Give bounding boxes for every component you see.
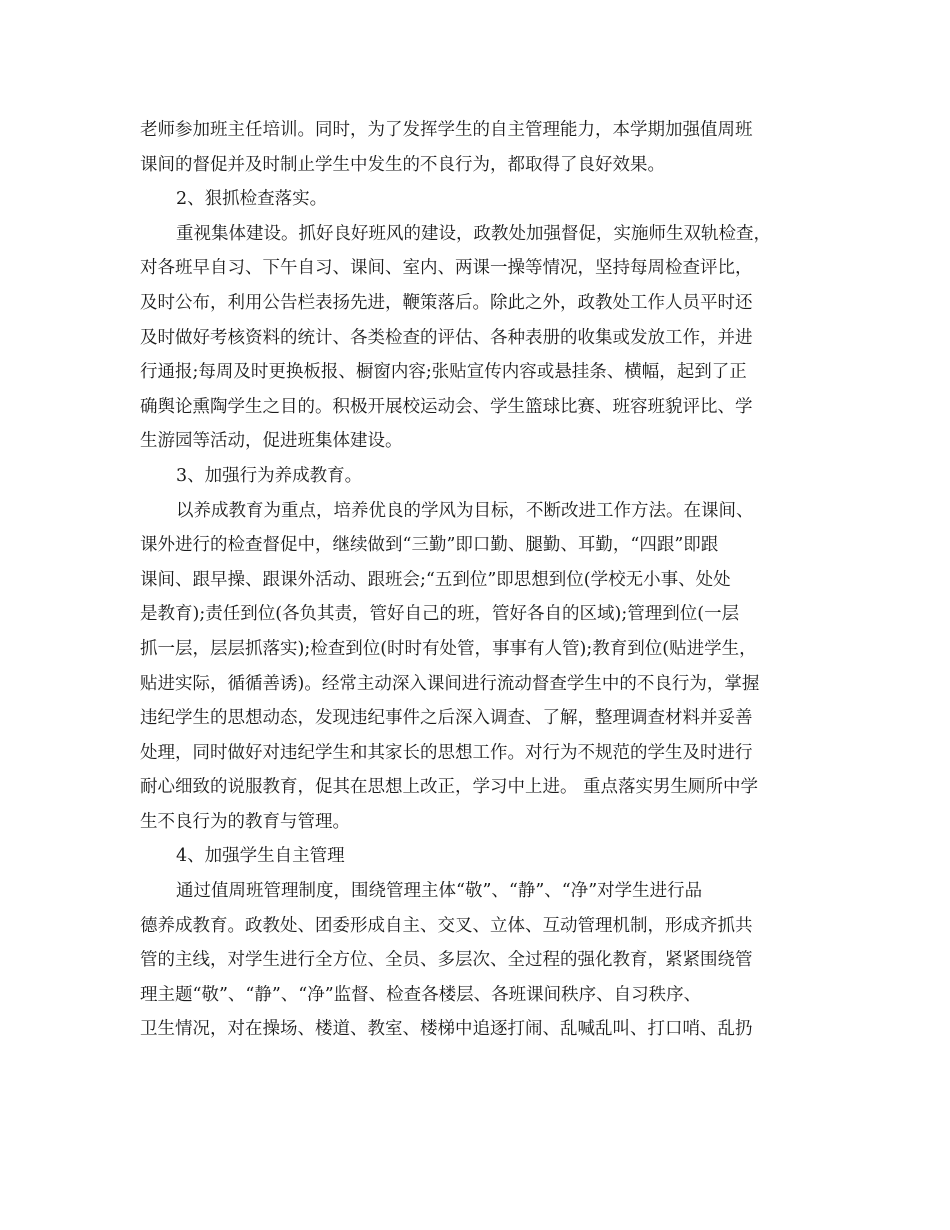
- section-heading: 4、加强学生自主管理: [176, 846, 345, 867]
- section-heading: 2、狠抓检查落实。: [176, 189, 328, 210]
- text-line: 管的主线，对学生进行全方位、全员、多层次、全过程的强化教育，紧紧围绕管: [140, 950, 753, 971]
- document-page: [140, 113, 815, 1047]
- text-line: 德养成教育。政教处、团委形成自主、交叉、立体、互动管理机制，形成齐抓共: [140, 915, 753, 936]
- text-line: 通过值周班管理制度，围绕管理主体“敬”、“静”、“净”对学生进行品: [176, 881, 703, 902]
- text-line: 抓一层，层层抓落实);检查到位(时时有处管，事事有人管);教育到位(贴进学生，: [140, 638, 757, 659]
- text-line: 及时做好考核资料的统计、各类检查的评估、各种表册的收集或发放工作，并进: [140, 327, 753, 348]
- text-line: 处理，同时做好对违纪学生和其家长的思想工作。对行为不规范的学生及时进行: [140, 742, 753, 763]
- text-line: 确舆论熏陶学生之目的。积极开展校运动会、学生篮球比赛、班容班貌评比、学: [140, 396, 753, 417]
- text-line: 耐心细致的说服教育，促其在思想上改正，学习中上进。 重点落实男生厕所中学: [140, 777, 759, 798]
- text-line: 是教育);责任到位(各负其责，管好自己的班，管好各自的区域);管理到位(一层: [140, 604, 740, 625]
- text-line: 贴进实际，循循善诱)。经常主动深入课间进行流动督查学生中的不良行为，掌握: [140, 673, 760, 694]
- text-line: 卫生情况，对在操场、楼道、教室、楼梯中追逐打闹、乱喊乱叫、打口哨、乱扔: [140, 1019, 753, 1040]
- text-line: 课间、跟早操、跟课外活动、跟班会;“五到位”即思想到位(学校无小事、处处: [140, 569, 731, 590]
- text-line: 行通报;每周及时更换板报、橱窗内容;张贴宣传内容或悬挂条、横幅，起到了正: [140, 362, 747, 383]
- text-line: 对各班早自习、下午自习、课间、室内、两课一操等情况，坚持每周检查评比，: [140, 258, 753, 279]
- text-line: 生不良行为的教育与管理。: [140, 811, 350, 832]
- text-line: 以养成教育为重点，培养优良的学风为目标，不断改进工作方法。在课间、: [176, 500, 754, 521]
- text-line: 生游园等活动，促进班集体建设。: [140, 431, 403, 452]
- text-line: 重视集体建设。抓好良好班风的建设，政教处加强督促，实施师生双轨检查，: [176, 223, 771, 244]
- text-line: 课外进行的检查督促中，继续做到“三勤”即口勤、腿勤、耳勤，“四跟”即跟: [140, 535, 719, 556]
- section-heading: 3、加强行为养成教育。: [176, 465, 363, 486]
- text-line: 及时公布，利用公告栏表扬先进，鞭策落后。除此之外，政教处工作人员平时还: [140, 292, 753, 313]
- text-line: 理主题“敬”、“静”、“净”监督、检查各楼层、各班课间秩序、自习秩序、: [140, 984, 702, 1005]
- text-line: 课间的督促并及时制止学生中发生的不良行为，都取得了良好效果。: [140, 154, 665, 175]
- text-line: 违纪学生的思想动态，发现违纪事件之后深入调查、了解，整理调查材料并妥善: [140, 708, 753, 729]
- text-line: 老师参加班主任培训。同时，为了发挥学生的自主管理能力，本学期加强值周班: [140, 120, 753, 140]
